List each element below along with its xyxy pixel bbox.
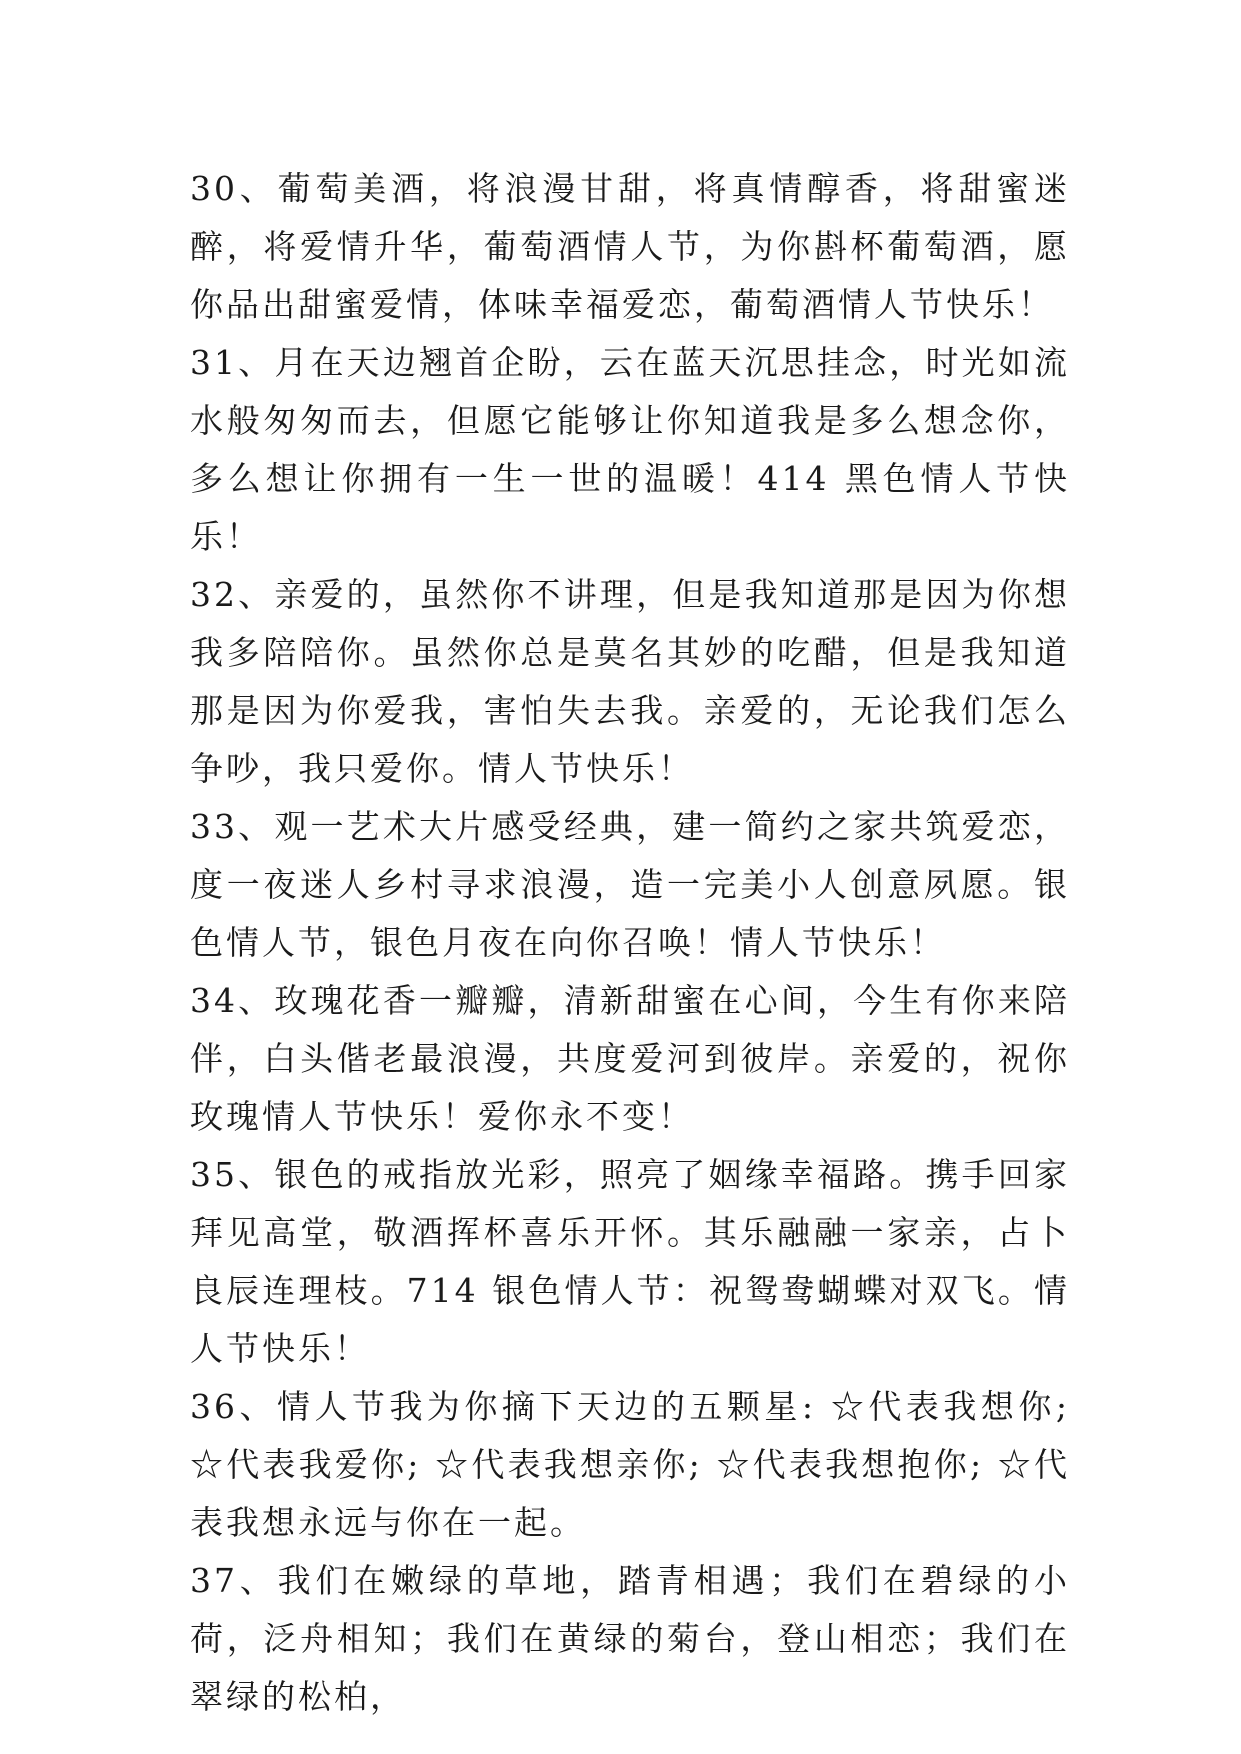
document-body <box>190 160 1070 1726</box>
paragraph-34: 34、玫瑰花香一瓣瓣，清新甜蜜在心间，今生有你来陪伴，白头偕老最浪漫，共度爱河到彼岸。亲爱的，祝你玫瑰情人节快乐！爱你永不变！ <box>190 981 1070 1136</box>
paragraph-33: 33、观一艺术大片感受经典，建一简约之家共筑爱恋，度一夜迷人乡村寻求浪漫，造一完美小人创意夙愿。银色情人节，银色月夜在向你召唤！情人节快乐！ <box>190 807 1070 962</box>
paragraph-37: 37、我们在嫩绿的草地，踏青相遇；我们在碧绿的小荷，泛舟相知；我们在黄绿的菊台，登山相恋；我们在翠绿的松柏， <box>190 1561 1070 1716</box>
paragraph-31: 31、月在天边翘首企盼，云在蓝天沉思挂念，时光如流水般匆匆而去，但愿它能够让你知道我是多么想念你，多么想让你拥有一生一世的温暖！414 黑色情人节快乐！ <box>190 343 1070 556</box>
paragraph-36: 36、情人节我为你摘下天边的五颗星: ☆代表我想你; ☆代表我爱你; ☆代表我想亲你; ☆代表我想抱你; ☆代表我想永远与你在一起。 <box>190 1387 1070 1542</box>
paragraph-30: 30、葡萄美酒，将浪漫甘甜，将真情醇香，将甜蜜迷醉，将爱情升华，葡萄酒情人节，为你斟杯葡萄酒，愿你品出甜蜜爱情，体味幸福爱恋，葡萄酒情人节快乐！ <box>190 169 1070 324</box>
paragraph-35: 35、银色的戒指放光彩，照亮了姻缘幸福路。携手回家拜见高堂，敬酒挥杯喜乐开怀。其乐融融一家亲，占卜良辰连理枝。714 银色情人节：祝鸳鸯蝴蝶对双飞。情人节快乐！ <box>190 1155 1070 1368</box>
paragraph-32: 32、亲爱的，虽然你不讲理，但是我知道那是因为你想我多陪陪你。虽然你总是莫名其妙的吃醋，但是我知道那是因为你爱我，害怕失去我。亲爱的，无论我们怎么争吵，我只爱你。情人节快乐！ <box>190 575 1070 788</box>
